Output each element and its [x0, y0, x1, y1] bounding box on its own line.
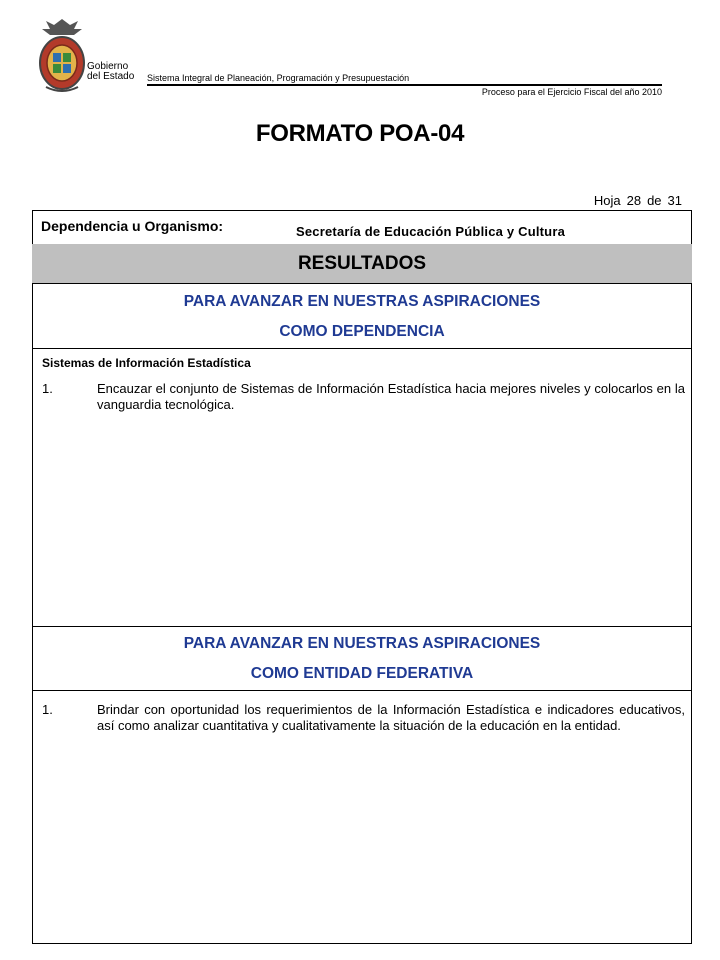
page-current: 28: [626, 193, 642, 208]
page-label: Hoja: [593, 193, 621, 208]
system-name: Sistema Integral de Planeación, Programación y Presupuestación: [147, 73, 410, 83]
page-of-label: de: [647, 193, 662, 208]
document-title: FORMATO POA-04: [255, 120, 465, 147]
dependency-value: Secretaría de Educación Pública y Cultura: [296, 224, 566, 239]
section1-heading-line2: COMO DEPENDENCIA: [279, 323, 445, 340]
section2-item-number: 1.: [42, 702, 53, 717]
section1-heading: [32, 285, 692, 349]
org-line1: Gobierno: [87, 61, 129, 72]
section1-item-text: Encauzar el conjunto de Sistemas de Información Estadística hacia mejores niveles y colocarlos en la vanguardia tecnológica.: [97, 381, 685, 412]
dependency-label: Dependencia u Organismo:: [41, 218, 224, 234]
section1-item-number: 1.: [42, 381, 53, 396]
header-rule: [147, 84, 662, 86]
state-seal-icon: [36, 17, 88, 95]
dependency-row: [32, 210, 692, 245]
process-year: Proceso para el Ejercicio Fiscal del año 2010: [481, 87, 662, 97]
section2-heading-line2: COMO ENTIDAD FEDERATIVA: [250, 665, 474, 682]
section2-heading-line1: PARA AVANZAR EN NUESTRAS ASPIRACIONES: [183, 635, 541, 652]
section2-item-text: Brindar con oportunidad los requerimientos de la Información Estadística e indicadores educativos, así como analizar cuantitativa y cualitativamente la situación de la educación en la entidad.: [97, 702, 685, 733]
section2-heading: [32, 627, 692, 691]
page-indicator: [588, 193, 682, 208]
results-header: RESULTADOS: [32, 244, 692, 284]
page-total: 31: [667, 193, 682, 208]
section1-subtitle: Sistemas de Información Estadística: [42, 356, 251, 370]
government-label: [87, 62, 134, 82]
section1-heading-line1: PARA AVANZAR EN NUESTRAS ASPIRACIONES: [183, 293, 541, 310]
org-line2: del Estado: [87, 71, 135, 82]
